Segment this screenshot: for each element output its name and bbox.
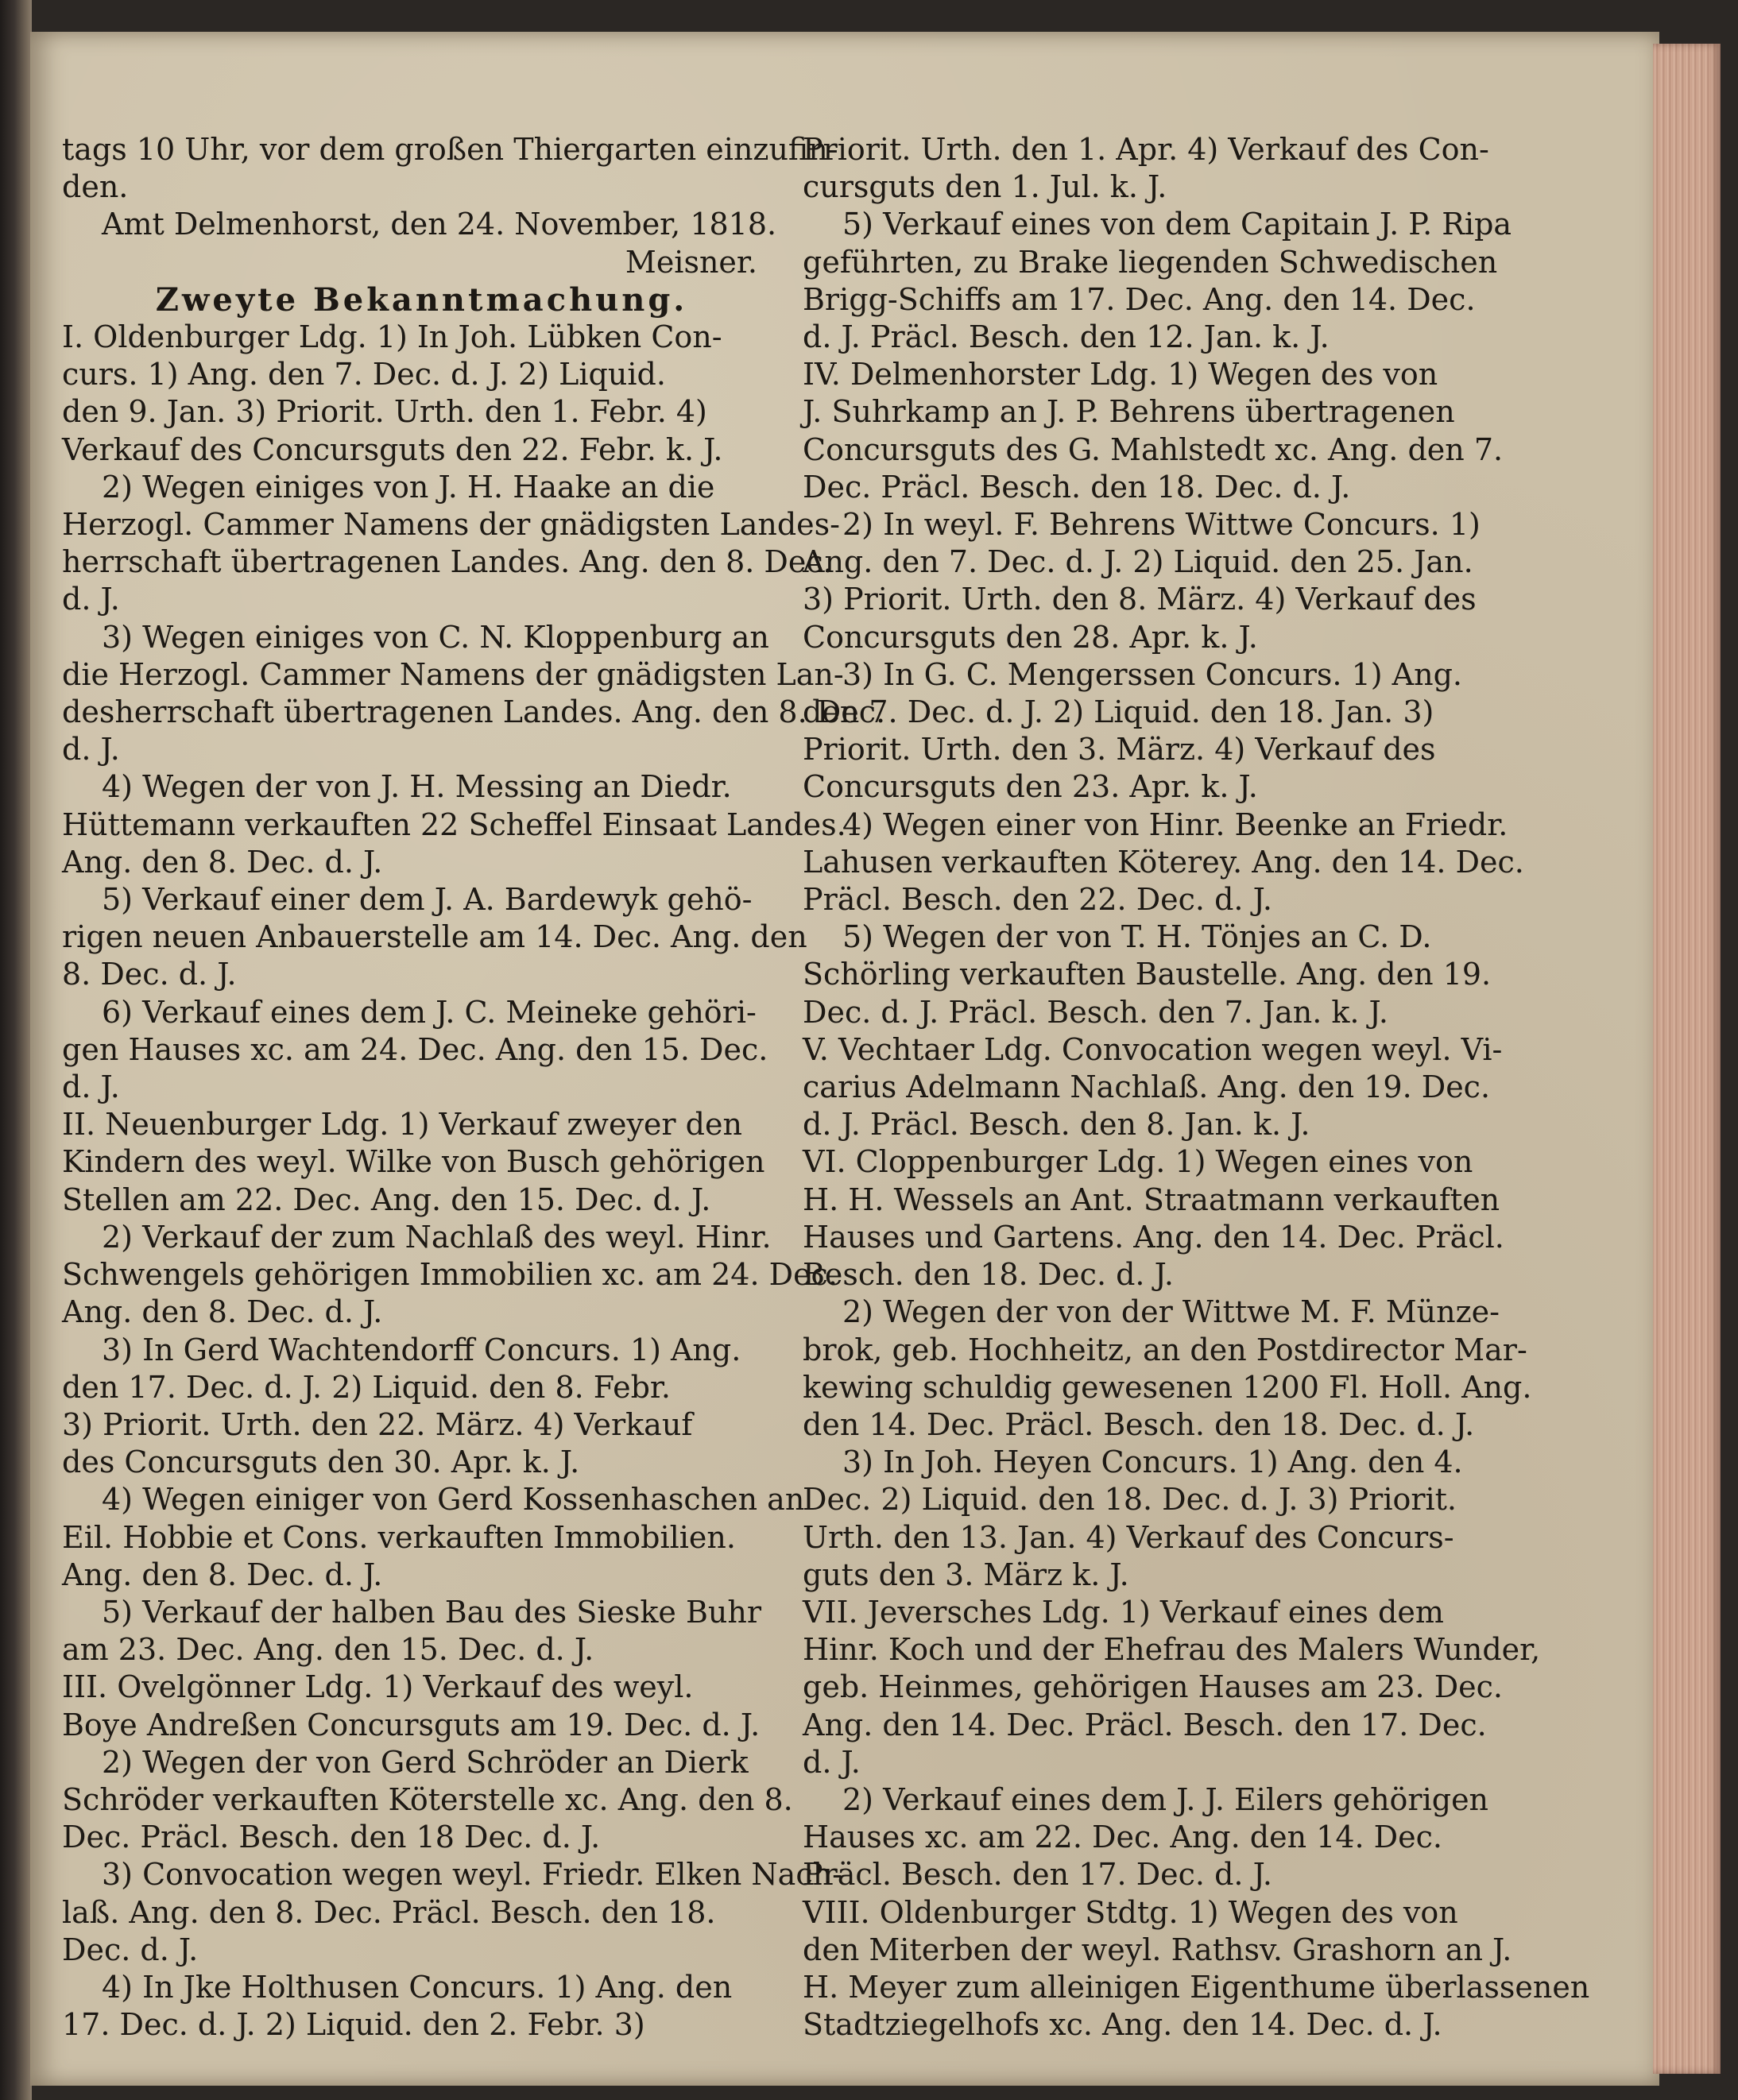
text-line: den 9. Jan. 3) Priorit. Urth. den 1. Febr. 4) [62,394,707,430]
text-line: H. H. Wessels an Ant. Straatmann verkauften [803,1181,1500,1217]
text-line: laß. Ang. den 8. Dec. Präcl. Besch. den 18. [62,1894,716,1930]
text-line: Ang. den 7. Dec. d. J. 2) Liquid. den 25. Jan. [803,544,1473,580]
text-line: Kindern des weyl. Wilke von Busch gehörigen [62,1144,765,1180]
text-line: Hauses und Gartens. Ang. den 14. Dec. Präcl. [803,1219,1504,1255]
text-line: H. Meyer zum alleinigen Eigenthume überlassenen [803,1969,1590,2005]
text-line: Herzogl. Cammer Namens der gnädigsten Landes- [62,507,840,543]
text-line: Hüttemann verkauften 22 Scheffel Einsaat Landes. [62,806,846,842]
text-line: Verkauf des Concursguts den 22. Febr. k. J. [62,431,723,467]
text-line: 3) In G. C. Mengerssen Concurs. 1) Ang. [842,656,1462,692]
text-line: 4) Wegen einiger von Gerd Kossenhaschen an [102,1482,805,1518]
text-line: curs. 1) Ang. den 7. Dec. d. J. 2) Liquid. [62,357,666,393]
text-line: VIII. Oldenburger Stdtg. 1) Wegen des von [803,1894,1458,1930]
text-line: 5) Verkauf einer dem J. A. Bardewyk gehö- [102,882,753,918]
text-line: kewing schuldig gewesenen 1200 Fl. Holl. Ang. [803,1369,1532,1405]
text-line: 17. Dec. d. J. 2) Liquid. den 2. Febr. 3) [62,2007,645,2043]
text-line: geführten, zu Brake liegenden Schwedischen [803,244,1498,280]
text-line: den 7. Dec. d. J. 2) Liquid. den 18. Jan. 3) [803,694,1434,730]
text-line: Concursguts den 23. Apr. k. J. [803,769,1258,805]
text-line: II. Neuenburger Ldg. 1) Verkauf zweyer den [62,1107,742,1143]
text-line: 8. Dec. d. J. [62,957,237,992]
text-line: Besch. den 18. Dec. d. J. [803,1257,1174,1293]
page-fore-edge [1653,44,1721,2074]
text-line: Concursguts des G. Mahlstedt xc. Ang. den 7. [803,431,1504,467]
text-line: am 23. Dec. Ang. den 15. Dec. d. J. [62,1632,594,1668]
text-line: 5) Wegen der von T. H. Tönjes an C. D. [842,919,1432,955]
text-line: 2) Wegen einiges von J. H. Haake an die [102,469,715,505]
text-line: cursguts den 1. Jul. k. J. [803,169,1167,205]
text-line: d. J. [62,582,120,617]
text-line: die Herzogl. Cammer Namens der gnädigsten Lan- [62,656,844,692]
text-line: 4) Wegen einer von Hinr. Beenke an Friedr. [842,806,1508,842]
text-line: den 17. Dec. d. J. 2) Liquid. den 8. Febr. [62,1369,671,1405]
text-line: Dec. d. J. Präcl. Besch. den 7. Jan. k. J. [803,994,1388,1030]
text-line: 5) Verkauf eines von dem Capitain J. P. Ripa [842,207,1512,242]
text-line: Ang. den 8. Dec. d. J. [62,1294,383,1330]
text-line: 3) In Joh. Heyen Concurs. 1) Ang. den 4. [842,1444,1463,1480]
text-line: Ang. den 8. Dec. d. J. [62,844,383,880]
text-line: d. J. [803,1744,861,1780]
text-line: III. Ovelgönner Ldg. 1) Verkauf des weyl. [62,1669,694,1705]
text-line: 3) Wegen einiges von C. N. Kloppenburg an [102,619,769,655]
text-line: 3) In Gerd Wachtendorff Concurs. 1) Ang. [102,1332,741,1367]
text-line: des Concursguts den 30. Apr. k. J. [62,1444,580,1480]
text-line: Stadtziegelhofs xc. Ang. den 14. Dec. d. J. [803,2007,1442,2043]
text-line: VII. Jeversches Ldg. 1) Verkauf eines dem [803,1594,1444,1630]
text-line: Dec. d. J. [62,1932,199,1967]
left-text-column [62,131,886,2044]
text-line: Dec. 2) Liquid. den 18. Dec. d. J. 3) Priorit. [803,1482,1457,1518]
text-line: 3) Convocation wegen weyl. Friedr. Elken Nach- [102,1857,842,1893]
text-line: Schwengels gehörigen Immobilien xc. am 24. Dec. [62,1257,838,1293]
text-line: 4) Wegen der von J. H. Messing an Diedr. [102,769,732,805]
text-line: Dec. Präcl. Besch. den 18. Dec. d. J. [803,469,1351,505]
text-line: Stellen am 22. Dec. Ang. den 15. Dec. d. J. [62,1181,711,1217]
text-line: I. Oldenburger Ldg. 1) In Joh. Lübken Con- [62,319,722,355]
text-line: 6) Verkauf eines dem J. C. Meineke gehöri- [102,994,757,1030]
text-line: 2) Wegen der von der Wittwe M. F. Münze- [842,1294,1500,1330]
text-line: carius Adelmann Nachlaß. Ang. den 19. Dec. [803,1069,1491,1105]
text-line: Brigg-Schiffs am 17. Dec. Ang. den 14. Dec. [803,281,1476,317]
text-line: VI. Cloppenburger Ldg. 1) Wegen eines von [803,1144,1473,1180]
text-line: desherrschaft übertragenen Landes. Ang. den 8. Dec. [62,694,886,730]
text-line: guts den 3. März k. J. [803,1557,1129,1592]
text-line: Urth. den 13. Jan. 4) Verkauf des Concurs- [803,1519,1454,1555]
text-line: 3) Priorit. Urth. den 22. März. 4) Verkauf [62,1406,693,1442]
text-line: Lahusen verkauften Köterey. Ang. den 14. Dec. [803,844,1524,880]
text-line: IV. Delmenhorster Ldg. 1) Wegen des von [803,357,1438,393]
text-line: 2) Verkauf eines dem J. J. Eilers gehörigen [842,1781,1489,1817]
text-line: Boye Andreßen Concursguts am 19. Dec. d. J. [62,1707,761,1742]
text-line: herrschaft übertragenen Landes. Ang. den 8. Dec. [62,544,833,580]
text-line: J. Suhrkamp an J. P. Behrens übertragenen [803,394,1455,430]
text-line: 2) Wegen der von Gerd Schröder an Dierk [102,1744,749,1780]
text-line: Amt Delmenhorst, den 24. November, 1818. [102,207,777,242]
text-line: Eil. Hobbie et Cons. verkauften Immobilien. [62,1519,736,1555]
text-line: d. J. [62,1069,120,1105]
text-line: Dec. Präcl. Besch. den 18 Dec. d. J. [62,1820,601,1855]
text-line: Priorit. Urth. den 3. März. 4) Verkauf des [803,732,1436,768]
book-spine-shadow [0,0,32,2100]
text-line: 2) Verkauf der zum Nachlaß des weyl. Hinr. [102,1219,772,1255]
text-line: Concursguts den 28. Apr. k. J. [803,619,1258,655]
text-line: Priorit. Urth. den 1. Apr. 4) Verkauf des Con- [803,132,1489,167]
text-line: Präcl. Besch. den 17. Dec. d. J. [803,1857,1272,1893]
text-line: Schörling verkauften Baustelle. Ang. den 19. [803,957,1492,992]
text-line: 3) Priorit. Urth. den 8. März. 4) Verkauf des [803,582,1477,617]
text-line: geb. Heinmes, gehörigen Hauses am 23. Dec. [803,1669,1504,1705]
text-line: Schröder verkauften Köterstelle xc. Ang. den 8. [62,1781,793,1817]
text-line: Hauses xc. am 22. Dec. Ang. den 14. Dec. [803,1820,1442,1855]
text-line: rigen neuen Anbauerstelle am 14. Dec. Ang. den [62,919,807,955]
text-line: d. J. Präcl. Besch. den 12. Jan. k. J. [803,319,1330,355]
text-line: den. [62,169,129,205]
text-line: den Miterben der weyl. Rathsv. Grashorn an J. [803,1932,1512,1967]
text-line: Ang. den 14. Dec. Präcl. Besch. den 17. Dec. [803,1707,1487,1742]
text-line: Meisner. [625,244,757,280]
text-line: brok, geb. Hochheitz, an den Postdirector Mar- [803,1332,1527,1367]
section-heading: Zweyte Bekanntmachung. [155,280,688,319]
text-line: 4) In Jke Holthusen Concurs. 1) Ang. den [102,1969,733,2005]
text-line: V. Vechtaer Ldg. Convocation wegen weyl. Vi- [803,1031,1503,1067]
text-line: Präcl. Besch. den 22. Dec. d. J. [803,882,1272,918]
text-line: gen Hauses xc. am 24. Dec. Ang. den 15. Dec. [62,1031,768,1067]
right-text-column [803,131,1633,2044]
text-line: 2) In weyl. F. Behrens Wittwe Concurs. 1) [842,507,1481,543]
text-line: d. J. [62,732,120,768]
text-line: den 14. Dec. Präcl. Besch. den 18. Dec. d. J. [803,1406,1475,1442]
text-line: tags 10 Uhr, vor dem großen Thiergarten einzufin- [62,132,838,167]
text-line: Hinr. Koch und der Ehefrau des Malers Wunder, [803,1632,1541,1668]
text-line: d. J. Präcl. Besch. den 8. Jan. k. J. [803,1107,1310,1143]
text-line: 5) Verkauf der halben Bau des Sieske Buhr [102,1594,762,1630]
text-line: Ang. den 8. Dec. d. J. [62,1557,383,1592]
